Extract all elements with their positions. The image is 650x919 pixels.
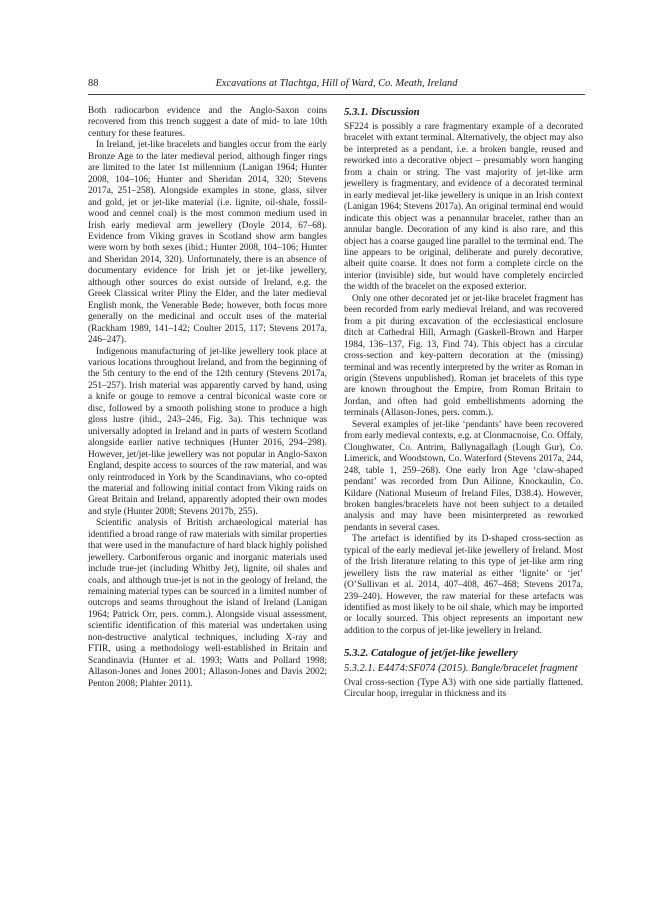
body-paragraph: Scientific analysis of British archaeological material has identified a broad range of raw materials with similar properties that were used in the manufacture of hard black highly polished jewellery. Carboniferous organic and inorganic materials used include true-jet (including Whitby Jet), lignite, oil shales and coals, and although true-jet is not in the geology of Ireland, the remaining material types can be sourced in a limited number of outcrops and seams throughout the island of Ireland (Lanigan 1964; Patrick Orr, pers. comm.). Alongside visual assessment, scientific identification of this material was undertaken using non-destructive analytical techniques, including X-ray and FTIR, using a methodology well-established in Britain and Scandinavia (Hunter et al. 1993; Watts and Pollard 1998; Allason-Jones and Jones 2001; Allason-Jones and Davis 2002; Penton 2008; Plahter 2011). [88, 518, 327, 689]
right-column [344, 106, 583, 701]
running-title: Excavations at Tlachtga, Hill of Ward, Co. Meath, Ireland [215, 78, 458, 89]
body-paragraph: Several examples of jet-like ‘pendants’ have been recovered from early medieval contexts, e.g. at Clonmacnoise, Co. Offaly, Cloughwater, Co. Antrim, Ballynagallagh (Lough Gur), Co. Limerick, and Woodstown, Co. Waterford (Stevens 2017a, 244, 248, table 1, 259–268). One early Iron Age ‘claw-shaped pendant’ was recorded from Dun Ailinne, Knockaulin, Co. Kildare (National Museum of Ireland Files, D38.4). However, broken bangles/bracelets have not been subject to a detailed analysis and may have been misinterpreted as reworked pendants in several cases. [344, 419, 583, 533]
body-paragraph: Indigenous manufacturing of jet-like jewellery took place at various locations throughout Ireland, and from the beginning of the 5th century to the end of the 12th century (Stevens 2017a, 251–257). Irish material was apparently carved by hand, using a knife or gouge to remove a central biconical waste core or disc, followed by a smooth polishing stone to produce a high gloss lustre (ibid., 243–246, Fig. 3a). This technique was universally adopted in Ireland and in parts of western Scotland alongside earlier native techniques (Hunter 2016, 294–298). However, jet/jet-like jewellery was not popular in Anglo-Saxon England, despite access to sources of the raw material, and was only reintroduced in York by the Scandinavians, who co-opted the material and following initial contact from Viking raids on Great Britain and Ireland, apparently adopted their own modes and style (Hunter 2008; Stevens 2017b, 255). [88, 346, 327, 517]
page-number: 88 [88, 78, 99, 89]
catalogue-text: Oval cross-section (Type A3) with one side partially flattened. Circular hoop, irregular in thickness and its [344, 677, 583, 700]
left-column [88, 106, 327, 690]
body-paragraph: Only one other decorated jet or jet-like bracelet fragment has been recorded from early medieval Ireland, and was recovered from a pit during excavation of the ecclesiastical enclosure ditch at Cathedral Hill, Armagh (Gaskell-Brown and Harper 1984, 136–137, Fig. 13, Find 74). This object has a circular cross-section and key-pattern decoration at the (missing) terminal and was recently interpreted by the writer as Roman in origin (Stevens unpublished). Roman jet bracelets of this type are known throughout the Empire, from Roman Britain to Jordan, and often had gold embellishments adorning the terminals (Allason-Jones, pers. comm.). [344, 293, 583, 419]
body-paragraph: In Ireland, jet-like bracelets and bangles occur from the early Bronze Age to the later medieval period, although finger rings are limited to the later 1st millennium (Lanigan 1964; Hunter 2008, 104–106; Hunter and Sheridan 2014, 320; Stevens 2017a, 251–258). Alongside examples in stone, glass, silver and gold, jet or jet-like material (i.e. lignite, oil-shale, fossil-wood and cennel coal) is the most common medium used in Irish early medieval arm jewellery (Doyle 2014, 67–68). Evidence from Viking graves in Scotland show arm bangles were worn by both sexes (ibid.; Hunter 2008, 104–106; Hunter and Sheridan 2014, 320). Unfortunately, there is an absence of documentary evidence for Irish jet or jet-like jewellery, although other sources do exist outside of Ireland, e.g. the Greek Classical writer Pliny the Elder, and the later medieval English monk, the Venerable Bede; however, both focus more generally on the medicinal and occult uses of the material (Rackham 1989, 141–142; Coulter 2015, 117; Stevens 2017a, 246–247). [88, 140, 327, 346]
catalogue-heading: 5.3.2. Catalogue of jet/jet-like jewellery [344, 647, 518, 660]
body-paragraph: Both radiocarbon evidence and the Anglo-Saxon coins recovered from this trench suggest a date of mid- to late 10th century for these features. [88, 106, 327, 139]
body-paragraph: The artefact is identified by its D-shaped cross-section as typical of the early medieval jet-like jewellery of Ireland. Most of the Irish literature relating to this type of jet-like arm ring jewellery lists the raw material as either ‘lignite’ or ‘jet’ (O’Sullivan et al. 2014, 407–408, 467–468; Stevens 2017a, 239–240). However, the raw material for these artefacts was identified as most likely to be oil shale, which may be imported or locally sourced. This object represents an important new addition to the corpus of jet-like jewellery in Ireland. [344, 534, 583, 636]
running-header [88, 78, 585, 95]
body-paragraph: SF224 is possibly a rare fragmentary example of a decorated bracelet with extant terminal. Alternatively, the object may also be interpreted as a pendant, i.e. a broken bangle, reused and reworked into a decorative object – presumably worn hanging from a chain or string. The vast majority of jet-like arm jewellery is fragmentary, and evidence of a decorated terminal in early medieval jet-like jewellery is unique in an Irish context (Lanigan 1964; Stevens 2017a). An original terminal end would indicate this object was a penannular bracelet, rather than an annular bangle. Decoration of any kind is also rare, and this object has a coarse gauged line parallel to the terminal end. The line appears to be original, deliberate and purely decorative, albeit quite coarse. It does not form a complete circle on the interior (invisible) side, but would have completely encircled the width of the bracelet on the exposed exterior. [344, 122, 583, 293]
catalogue-subheading: 5.3.2.1. E4474:SF074 (2015). Bangle/bracelet fragment [344, 663, 578, 675]
discussion-heading: 5.3.1. Discussion [344, 106, 420, 118]
